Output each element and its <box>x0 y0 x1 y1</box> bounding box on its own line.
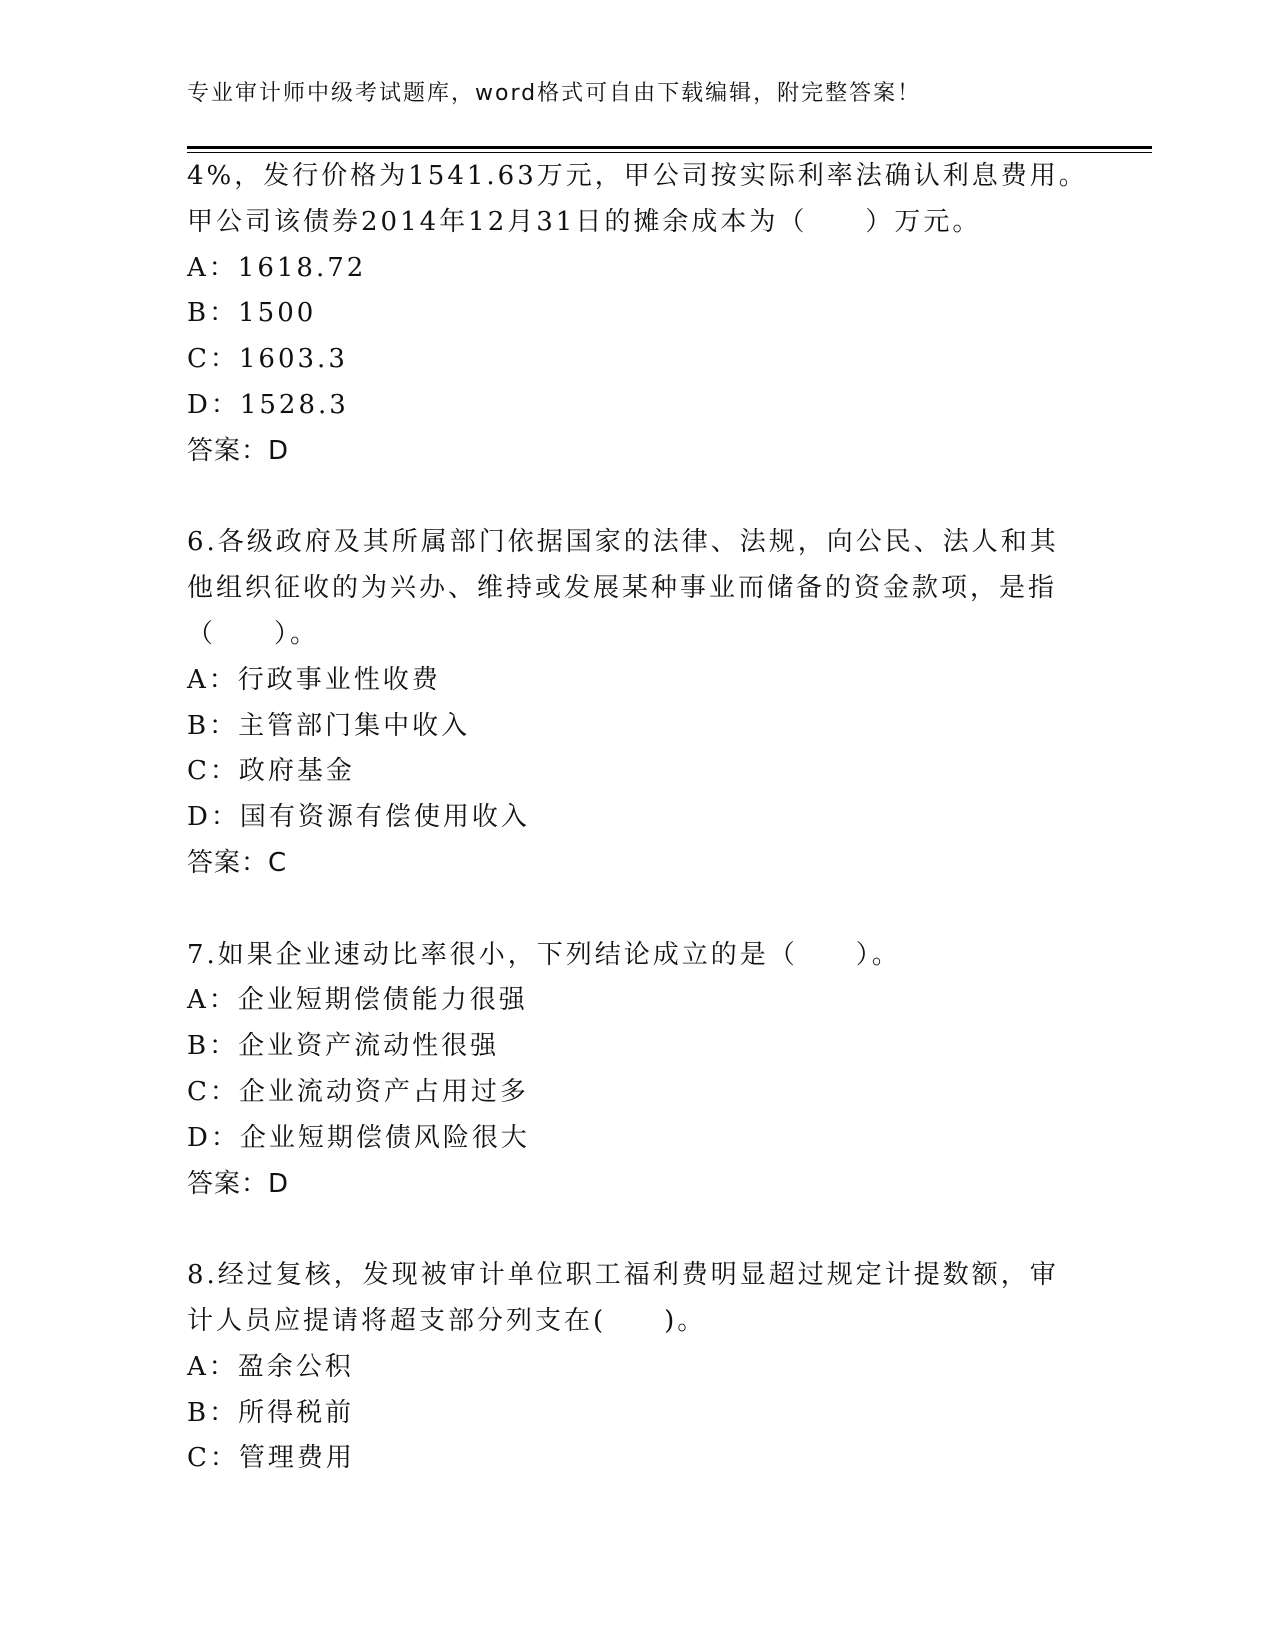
option-d: D：1528.3 <box>187 389 349 420</box>
question-block <box>187 154 1087 475</box>
option-c: C：企业流动资产占用过多 <box>187 1076 529 1107</box>
question-stem: 他组织征收的为兴办、维持或发展某种事业而储备的资金款项，是指 <box>187 573 1058 604</box>
option-a: A：企业短期偿债能力很强 <box>187 985 528 1016</box>
answer-line: 答案：D <box>187 1168 290 1199</box>
question-stem: 计人员应提请将超支部分列支在( )。 <box>187 1305 707 1336</box>
question-stem: 4%，发行价格为1541.63万元，甲公司按实际利率法确认利息费用。 <box>187 161 1088 191</box>
question-stem: 7.如果企业速动比率很小，下列结论成立的是（ ）。 <box>187 939 901 970</box>
option-b: B：主管部门集中收入 <box>187 710 471 741</box>
option-b: B：企业资产流动性很强 <box>187 1031 500 1062</box>
option-d: D：国有资源有偿使用收入 <box>187 802 530 833</box>
question-block <box>187 1253 1087 1482</box>
question-stem: 8.经过复核，发现被审计单位职工福利费明显超过规定计提数额，审 <box>187 1260 1059 1291</box>
option-c: C：管理费用 <box>187 1443 355 1474</box>
question-block <box>187 933 1087 1208</box>
option-c: C：1603.3 <box>187 344 348 375</box>
answer-line: 答案：D <box>187 435 290 466</box>
option-a: A：行政事业性收费 <box>187 664 441 695</box>
header-rule-thick <box>187 146 1152 149</box>
page-header: 专业审计师中级考试题库，word格式可自由下载编辑，附完整答案！ <box>187 81 922 106</box>
question-stem: 6.各级政府及其所属部门依据国家的法律、法规，向公民、法人和其 <box>187 527 1059 558</box>
option-b: B：1500 <box>187 298 317 329</box>
option-a: A：盈余公积 <box>187 1351 354 1382</box>
option-b: B：所得税前 <box>187 1397 355 1428</box>
question-stem: 甲公司该债券2014年12月31日的摊余成本为（ ）万元。 <box>187 206 982 237</box>
answer-line: 答案：C <box>187 847 288 878</box>
question-list <box>187 154 1087 1482</box>
option-a: A：1618.72 <box>187 252 367 283</box>
header-rule-thin <box>187 152 1152 153</box>
option-d: D：企业短期偿债风险很大 <box>187 1122 530 1153</box>
option-c: C：政府基金 <box>187 756 355 787</box>
question-stem: （ ）。 <box>187 618 320 649</box>
question-block <box>187 520 1087 886</box>
